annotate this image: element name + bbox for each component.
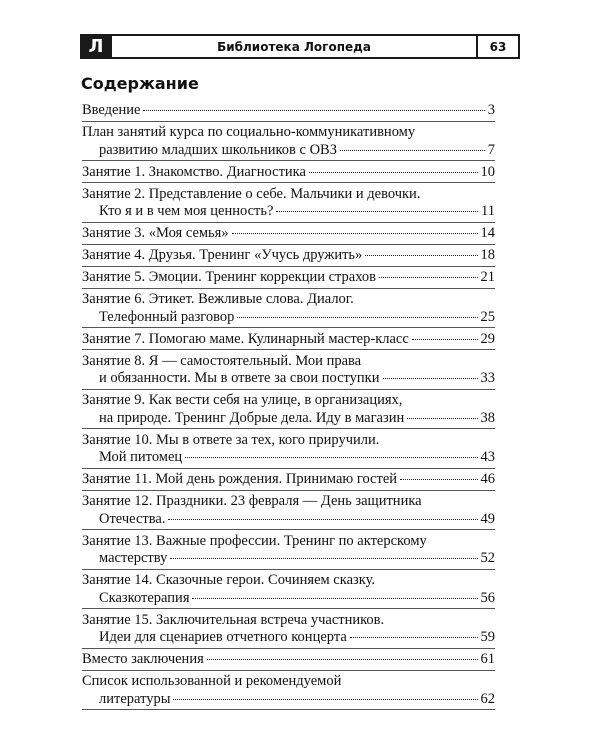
dot-leader [407,418,477,419]
toc-entry[interactable] [82,186,495,223]
dot-leader [185,457,477,458]
dot-leader [173,699,477,700]
toc-entry-page: 46 [480,471,495,487]
toc-entry-title: Занятие 9. Как вести себя на улице, в организациях, [82,392,403,408]
toc-entry-title: и обязанности. Мы в ответе за свои поступки [99,370,380,386]
dot-leader [207,659,478,660]
toc-entry-title: Занятие 7. Помогаю маме. Кулинарный мастер-класс [82,330,409,347]
toc-entry-page: 14 [480,225,495,241]
toc-entry-title: Занятие 11. Мой день рождения. Принимаю гостей [82,471,398,487]
toc-entry[interactable] [82,247,495,267]
toc-entry-title: мастерству [99,550,168,566]
running-header [80,34,520,59]
toc-entry[interactable] [82,432,495,469]
toc-entry[interactable] [82,651,495,671]
toc-entry[interactable] [82,102,495,122]
toc-entry-page: 38 [480,409,495,426]
toc-entry-page: 61 [480,651,495,667]
toc-entry-page: 52 [480,550,495,566]
dot-leader [412,339,478,340]
dot-leader [237,317,477,318]
toc-entry-page: 49 [480,510,495,527]
dot-leader [168,519,477,520]
series-logo: Л [82,36,110,57]
toc-entry[interactable] [82,124,495,161]
toc-entry-page: 7 [487,141,495,158]
dot-leader [379,277,477,278]
toc-entry[interactable] [82,533,495,570]
toc-entry-page: 25 [480,308,495,325]
toc-entry-title: Отечества. [99,510,166,527]
dot-leader [309,172,478,173]
toc-entry-title: Занятие 5. Эмоции. Тренинг коррекции страхов [82,269,377,285]
toc-entry[interactable] [82,673,495,710]
toc-entry-title: Кто я и в чем моя ценность? [99,203,274,219]
dot-leader [143,110,484,111]
toc-entry-page: 18 [480,247,495,263]
toc-entry-title: Занятие 1. Знакомство. Диагностика [82,163,306,180]
toc-heading: Содержание [81,74,199,93]
toc-entry-title: Телефонный разговор [99,308,235,325]
toc-entry-title: Занятие 8. Я — самостоятельный. Мои права [82,352,362,369]
toc-entry-page: 56 [480,589,495,606]
toc-entry-title: Занятие 2. Представление о себе. Мальчики и девочки. [82,185,421,202]
dot-leader [170,558,477,559]
toc-entry-title: Занятие 10. Мы в ответе за тех, кого приручили. [82,431,380,448]
dot-leader [365,255,477,256]
toc-entry[interactable] [82,291,495,328]
toc-entry[interactable] [82,572,495,609]
dot-leader [400,479,477,480]
toc-entry-title: Занятие 12. Праздники. 23 февраля — День защитника [82,493,422,509]
dot-leader [383,378,478,379]
table-of-contents [82,102,495,713]
dot-leader [232,233,478,234]
toc-entry[interactable] [82,612,495,649]
toc-entry-title: Занятие 6. Этикет. Вежливые слова. Диалог. [82,291,354,307]
toc-entry-page: 43 [480,449,495,465]
toc-entry-page: 29 [480,330,495,347]
toc-entry-title: Идеи для сценариев отчетного концерта [99,629,347,645]
toc-entry[interactable] [82,331,495,351]
toc-entry[interactable] [82,164,495,184]
toc-entry-page: 33 [480,370,495,386]
toc-entry-page: 62 [480,690,495,707]
toc-entry[interactable] [82,353,495,390]
toc-entry-title: Занятие 15. Заключительная встреча участников. [82,611,385,628]
toc-entry-title: Занятие 4. Друзья. Тренинг «Учусь дружить» [82,247,363,263]
toc-entry-title: Мой питомец [99,449,183,465]
page-number: 63 [476,36,518,57]
toc-entry[interactable] [82,471,495,491]
toc-entry-title: Занятие 3. «Моя семья» [82,225,229,241]
toc-entry[interactable] [82,392,495,429]
toc-entry-title: Занятие 13. Важные профессии. Тренинг по актерскому [82,532,427,549]
dot-leader [192,598,477,599]
toc-entry-page: 21 [480,269,495,285]
toc-entry-title: План занятий курса по социально-коммуникативному [82,124,416,140]
toc-entry-title: Сказкотерапия [99,589,190,606]
series-title: Библиотека Логопеда [110,36,476,57]
toc-entry-title: развитию младших школьников с ОВЗ [99,141,337,158]
toc-entry[interactable] [82,493,495,530]
toc-entry-page: 10 [480,163,495,180]
toc-entry-page: 59 [480,629,495,645]
toc-entry-title: Введение [82,102,141,118]
dot-leader [276,211,478,212]
toc-entry[interactable] [82,225,495,245]
toc-entry-title: Список использованной и рекомендуемой [82,673,342,689]
toc-entry[interactable] [82,269,495,289]
toc-entry-title: литературы [99,690,171,707]
toc-entry-title: Вместо заключения [82,651,204,667]
dot-leader [340,150,485,151]
toc-entry-page: 3 [487,102,495,118]
dot-leader [350,637,478,638]
toc-entry-page: 11 [481,203,495,219]
toc-entry-title: на природе. Тренинг Добрые дела. Иду в магазин [99,409,405,426]
toc-entry-title: Занятие 14. Сказочные герои. Сочиняем сказку. [82,572,375,588]
